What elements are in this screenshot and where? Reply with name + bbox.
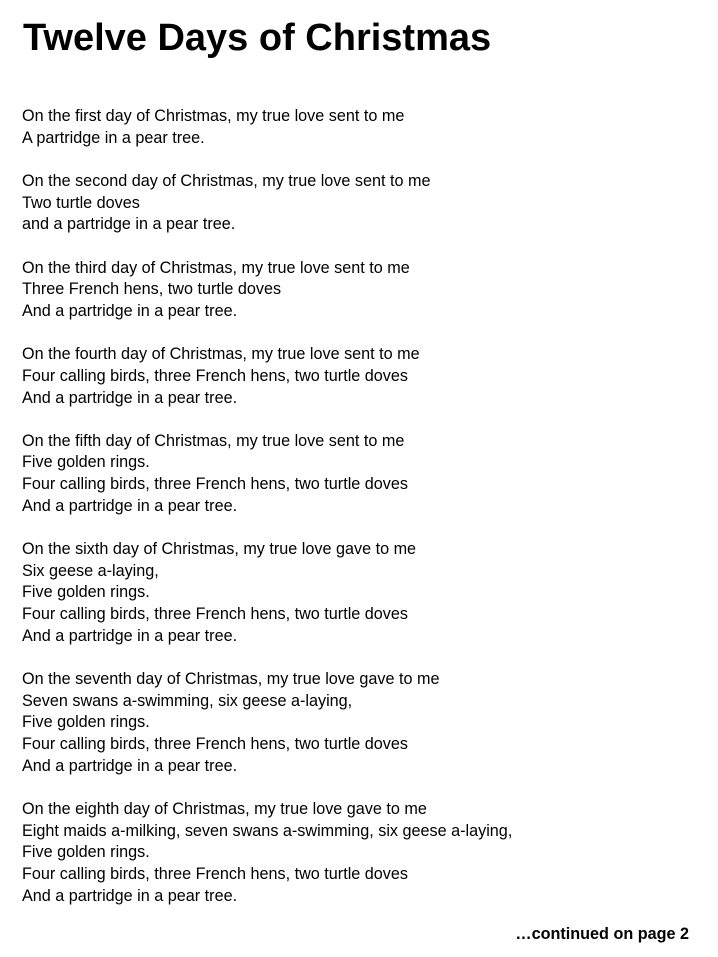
verse-2 [22, 171, 702, 236]
verse-line: And a partridge in a pear tree. [22, 301, 238, 320]
verse-line: Five golden rings. [22, 583, 150, 602]
verse-line: Five golden rings. [22, 843, 150, 862]
verse-line: On the fourth day of Christmas, my true love sent to me [22, 345, 420, 364]
verse-7 [22, 669, 702, 778]
verse-line: Four calling birds, three French hens, two turtle doves [22, 475, 408, 494]
verse-line: Four calling birds, three French hens, two turtle doves [22, 865, 408, 884]
verse-line: On the fifth day of Christmas, my true love sent to me [22, 431, 405, 450]
verse-line: Eight maids a-milking, seven swans a-swimming, six geese a-laying, [22, 821, 513, 840]
verse-line: Five golden rings. [22, 453, 150, 472]
verse-line: and a partridge in a pear tree. [22, 215, 236, 234]
verse-4 [22, 344, 702, 409]
verse-1 [22, 106, 702, 149]
verse-line: On the second day of Christmas, my true love sent to me [22, 171, 431, 190]
verse-line: And a partridge in a pear tree. [22, 626, 238, 645]
verse-line: Seven swans a-swimming, six geese a-laying, [22, 691, 353, 710]
verse-line: On the sixth day of Christmas, my true love gave to me [22, 540, 417, 559]
verse-3 [22, 258, 702, 323]
verse-line: And a partridge in a pear tree. [22, 388, 238, 407]
verse-line: A partridge in a pear tree. [22, 128, 205, 147]
verse-line: Four calling birds, three French hens, two turtle doves [22, 735, 408, 754]
verse-line: Four calling birds, three French hens, two turtle doves [22, 605, 408, 624]
verse-line: On the first day of Christmas, my true love sent to me [22, 107, 405, 125]
verse-line: And a partridge in a pear tree. [22, 496, 238, 515]
verse-5 [22, 431, 702, 518]
verse-line: Three French hens, two turtle doves [22, 280, 282, 299]
verse-line: Two turtle doves [22, 193, 140, 212]
verse-line: Five golden rings. [22, 713, 150, 732]
lyrics-body [22, 106, 702, 929]
verse-line: And a partridge in a pear tree. [22, 756, 238, 775]
verse-line: On the eighth day of Christmas, my true love gave to me [22, 800, 427, 819]
verse-line: Four calling birds, three French hens, two turtle doves [22, 366, 408, 385]
verse-line: On the seventh day of Christmas, my true love gave to me [22, 670, 440, 689]
verse-line: On the third day of Christmas, my true love sent to me [22, 258, 410, 277]
verse-line: Six geese a-laying, [22, 561, 159, 580]
continued-note: …continued on page 2 [515, 925, 689, 943]
verse-6 [22, 539, 702, 648]
verse-line: And a partridge in a pear tree. [22, 886, 238, 905]
verse-8 [22, 799, 702, 908]
page-title: Twelve Days of Christmas [23, 17, 492, 59]
